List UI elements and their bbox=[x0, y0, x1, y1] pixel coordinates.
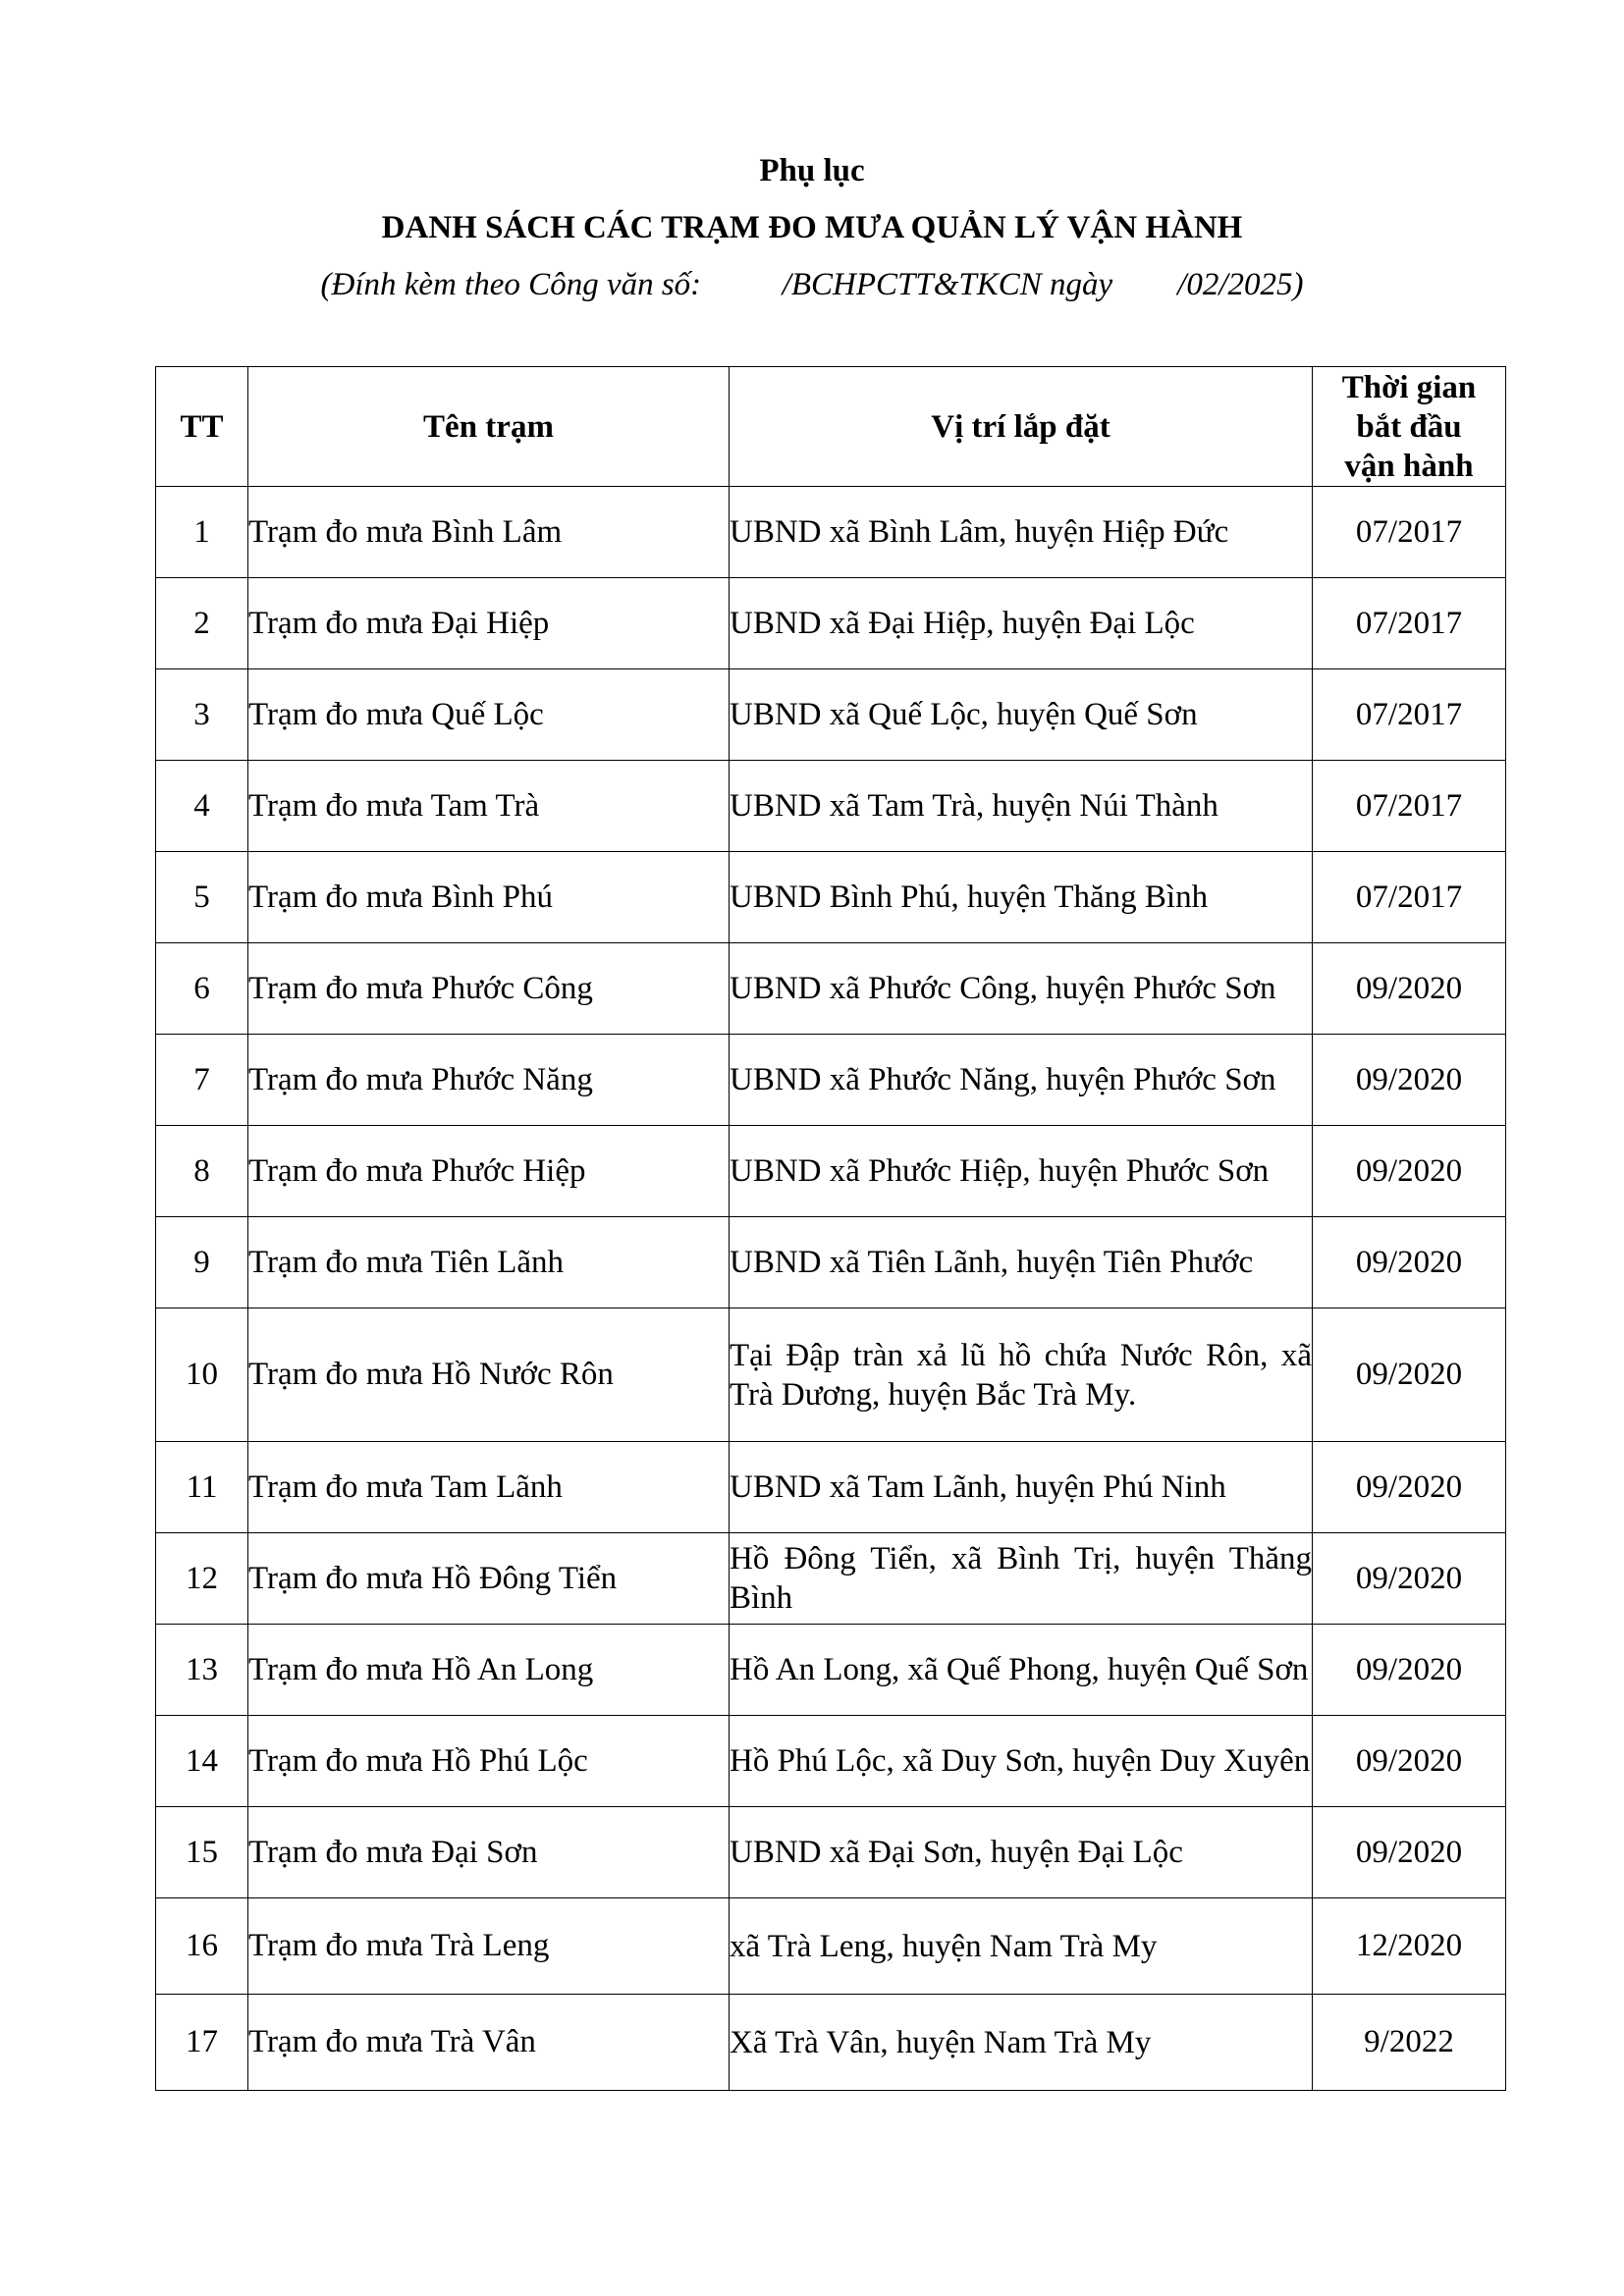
start-date: 09/2020 bbox=[1313, 1035, 1506, 1126]
table-row bbox=[156, 1217, 1506, 1308]
rain-station-table bbox=[155, 366, 1506, 2091]
start-time-header-line: vận hành bbox=[1344, 448, 1474, 484]
row-number: 1 bbox=[156, 487, 248, 578]
row-number: 14 bbox=[156, 1716, 248, 1807]
subtitle-gap bbox=[701, 267, 783, 302]
row-number: 7 bbox=[156, 1035, 248, 1126]
station-name: Trạm đo mưa Hồ Đông Tiển bbox=[248, 1533, 730, 1625]
column-header-start-time bbox=[1313, 367, 1506, 487]
station-location: Hồ Đông Tiển, xã Bình Trị, huyện Thăng Bình bbox=[730, 1533, 1313, 1625]
start-date: 07/2017 bbox=[1313, 487, 1506, 578]
station-name: Trạm đo mưa Hồ Nước Rôn bbox=[248, 1308, 730, 1442]
row-number: 16 bbox=[156, 1898, 248, 1995]
table-row bbox=[156, 1898, 1506, 1995]
start-date: 09/2020 bbox=[1313, 1442, 1506, 1533]
table-header-row bbox=[156, 367, 1506, 487]
start-date: 07/2017 bbox=[1313, 761, 1506, 852]
row-number: 17 bbox=[156, 1995, 248, 2091]
start-date: 9/2022 bbox=[1313, 1995, 1506, 2091]
station-location: UBND xã Bình Lâm, huyện Hiệp Đức bbox=[730, 487, 1313, 578]
station-name: Trạm đo mưa Quế Lộc bbox=[248, 669, 730, 761]
station-location: UBND xã Đại Sơn, huyện Đại Lộc bbox=[730, 1807, 1313, 1898]
station-location: Hồ An Long, xã Quế Phong, huyện Quế Sơn bbox=[730, 1625, 1313, 1716]
table-row bbox=[156, 852, 1506, 943]
row-number: 3 bbox=[156, 669, 248, 761]
table-row bbox=[156, 1035, 1506, 1126]
station-location: UBND xã Phước Hiệp, huyện Phước Sơn bbox=[730, 1126, 1313, 1217]
station-name: Trạm đo mưa Tam Trà bbox=[248, 761, 730, 852]
station-name: Trạm đo mưa Trà Leng bbox=[248, 1898, 730, 1995]
column-header-tt: TT bbox=[156, 367, 248, 487]
row-number: 2 bbox=[156, 578, 248, 669]
station-name: Trạm đo mưa Trà Vân bbox=[248, 1995, 730, 2091]
start-date: 09/2020 bbox=[1313, 1807, 1506, 1898]
table-row bbox=[156, 1807, 1506, 1898]
row-number: 6 bbox=[156, 943, 248, 1035]
station-location: UBND xã Tiên Lãnh, huyện Tiên Phước bbox=[730, 1217, 1313, 1308]
table-row bbox=[156, 1995, 1506, 2091]
row-number: 10 bbox=[156, 1308, 248, 1442]
station-name: Trạm đo mưa Tiên Lãnh bbox=[248, 1217, 730, 1308]
station-name: Trạm đo mưa Tam Lãnh bbox=[248, 1442, 730, 1533]
station-name: Trạm đo mưa Đại Hiệp bbox=[248, 578, 730, 669]
table-row bbox=[156, 487, 1506, 578]
table-row bbox=[156, 669, 1506, 761]
table-row bbox=[156, 1716, 1506, 1807]
station-location: UBND xã Tam Trà, huyện Núi Thành bbox=[730, 761, 1313, 852]
table-row bbox=[156, 578, 1506, 669]
subtitle-reference-date: /02/2025) bbox=[1177, 267, 1304, 302]
start-date: 07/2017 bbox=[1313, 578, 1506, 669]
table-row bbox=[156, 943, 1506, 1035]
start-time-header-line: Thời gian bbox=[1341, 369, 1477, 405]
station-location: UBND xã Quế Lộc, huyện Quế Sơn bbox=[730, 669, 1313, 761]
table-row bbox=[156, 1126, 1506, 1217]
station-location: UBND xã Tam Lãnh, huyện Phú Ninh bbox=[730, 1442, 1313, 1533]
table-row bbox=[156, 1625, 1506, 1716]
station-location: xã Trà Leng, huyện Nam Trà My bbox=[730, 1898, 1313, 1995]
station-name: Trạm đo mưa Đại Sơn bbox=[248, 1807, 730, 1898]
start-date: 09/2020 bbox=[1313, 1308, 1506, 1442]
start-date: 09/2020 bbox=[1313, 1126, 1506, 1217]
station-location: Hồ Phú Lộc, xã Duy Sơn, huyện Duy Xuyên bbox=[730, 1716, 1313, 1807]
station-name: Trạm đo mưa Bình Phú bbox=[248, 852, 730, 943]
document-subtitle bbox=[0, 267, 1624, 303]
subtitle-gap bbox=[1112, 267, 1177, 302]
start-time-header-line: bắt đầu bbox=[1356, 408, 1462, 445]
station-name: Trạm đo mưa Bình Lâm bbox=[248, 487, 730, 578]
station-name: Trạm đo mưa Phước Năng bbox=[248, 1035, 730, 1126]
station-location: Tại Đập tràn xả lũ hồ chứa Nước Rôn, xã Trà Dương, huyện Bắc Trà My. bbox=[730, 1308, 1313, 1442]
station-name: Trạm đo mưa Phước Hiệp bbox=[248, 1126, 730, 1217]
row-number: 8 bbox=[156, 1126, 248, 1217]
station-name: Trạm đo mưa Hồ An Long bbox=[248, 1625, 730, 1716]
station-location: UBND xã Phước Năng, huyện Phước Sơn bbox=[730, 1035, 1313, 1126]
start-date: 09/2020 bbox=[1313, 1217, 1506, 1308]
subtitle-reference-prefix: (Đính kèm theo Công văn số: bbox=[320, 267, 702, 302]
table-row bbox=[156, 1533, 1506, 1625]
column-header-station-name: Tên trạm bbox=[248, 367, 730, 487]
start-date: 12/2020 bbox=[1313, 1898, 1506, 1995]
station-name: Trạm đo mưa Phước Công bbox=[248, 943, 730, 1035]
station-name: Trạm đo mưa Hồ Phú Lộc bbox=[248, 1716, 730, 1807]
row-number: 12 bbox=[156, 1533, 248, 1625]
row-number: 4 bbox=[156, 761, 248, 852]
row-number: 9 bbox=[156, 1217, 248, 1308]
station-location: Xã Trà Vân, huyện Nam Trà My bbox=[730, 1995, 1313, 2091]
start-date: 07/2017 bbox=[1313, 669, 1506, 761]
row-number: 5 bbox=[156, 852, 248, 943]
row-number: 11 bbox=[156, 1442, 248, 1533]
document-title: DANH SÁCH CÁC TRẠM ĐO MƯA QUẢN LÝ VẬN HÀNH bbox=[381, 210, 1243, 245]
appendix-title: Phụ lục bbox=[759, 153, 865, 188]
start-date: 09/2020 bbox=[1313, 1716, 1506, 1807]
station-location: UBND Bình Phú, huyện Thăng Bình bbox=[730, 852, 1313, 943]
subtitle-reference-code: /BCHPCTT&TKCN ngày bbox=[782, 267, 1113, 302]
station-location: UBND xã Phước Công, huyện Phước Sơn bbox=[730, 943, 1313, 1035]
table-row bbox=[156, 1442, 1506, 1533]
table-row bbox=[156, 1308, 1506, 1442]
row-number: 13 bbox=[156, 1625, 248, 1716]
station-location: UBND xã Đại Hiệp, huyện Đại Lộc bbox=[730, 578, 1313, 669]
table-row bbox=[156, 761, 1506, 852]
row-number: 15 bbox=[156, 1807, 248, 1898]
column-header-location: Vị trí lắp đặt bbox=[730, 367, 1313, 487]
start-date: 09/2020 bbox=[1313, 1533, 1506, 1625]
start-date: 09/2020 bbox=[1313, 943, 1506, 1035]
start-date: 09/2020 bbox=[1313, 1625, 1506, 1716]
start-date: 07/2017 bbox=[1313, 852, 1506, 943]
